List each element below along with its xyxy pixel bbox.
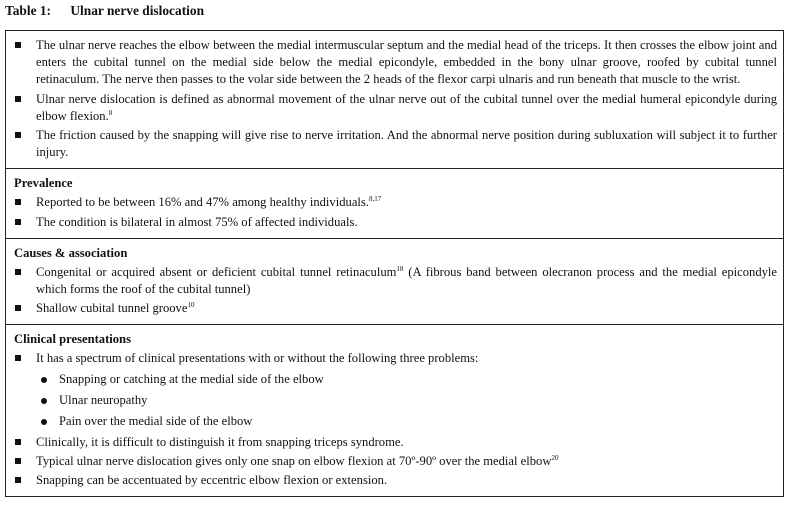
bullet-item <box>6 127 783 161</box>
bullet-item <box>6 350 783 367</box>
square-bullet-icon <box>15 305 21 311</box>
sub-item-text: Ulnar neuropathy <box>59 392 148 407</box>
table-number: Table 1: <box>5 3 52 18</box>
square-bullet-icon <box>15 439 21 445</box>
sub-item-text: Pain over the medial side of the elbow <box>59 413 253 428</box>
square-bullet-icon <box>15 477 21 483</box>
reference-number: 18 <box>396 264 404 273</box>
sub-item-text: Snapping or catching at the medial side of the elbow <box>59 371 324 386</box>
square-bullet-icon <box>15 355 21 361</box>
sub-bullet-item <box>6 392 783 409</box>
square-bullet-icon <box>15 199 21 205</box>
reference-number: 8,17 <box>368 195 382 204</box>
bullet-item <box>6 264 783 298</box>
bullet-item <box>6 37 783 89</box>
item-text: It has a spectrum of clinical presentations with or without the following three problems: <box>36 351 479 366</box>
bullet-item <box>6 91 783 125</box>
sub-bullet-item <box>6 413 783 430</box>
round-bullet-icon <box>41 377 47 383</box>
square-bullet-icon <box>15 96 21 102</box>
item-text: The condition is bilateral in almost 75% of affected individuals. <box>36 214 358 229</box>
reference-number: 8 <box>108 108 113 117</box>
item-text: The ulnar nerve reaches the elbow between the medial intermuscular septum and the medial head of the triceps. It then crosses the elbow joint and enters the cubital tunnel on the medial side below the medial epicondyle, embedded in the bony ulnar groove, roofed by cubital tunnel retinaculum. The nerve then passes to the volar side between the 2 heads of the flexor carpi ulnaris and run beneath that muscle to the wrist. <box>36 38 777 87</box>
sub-bullet-item <box>6 371 783 388</box>
table-title: Ulnar nerve dislocation <box>70 3 205 18</box>
table-section <box>6 239 783 326</box>
square-bullet-icon <box>15 42 21 48</box>
bullet-item <box>6 472 783 489</box>
table-section <box>6 31 783 169</box>
item-text: Snapping can be accentuated by eccentric elbow flexion or extension. <box>36 473 388 488</box>
section-heading: Clinical presentations <box>14 332 131 347</box>
round-bullet-icon <box>41 398 47 404</box>
bullet-item <box>6 300 783 317</box>
square-bullet-icon <box>15 269 21 275</box>
item-text: Shallow cubital tunnel groove <box>36 301 188 316</box>
item-text: Reported to be between 16% and 47% among healthy individuals. <box>36 195 369 210</box>
square-bullet-icon <box>15 132 21 138</box>
item-text: Clinically, it is difficult to distinguish it from snapping triceps syndrome. <box>36 434 404 449</box>
table-caption <box>5 3 204 19</box>
round-bullet-icon <box>41 419 47 425</box>
bullet-item <box>6 194 783 211</box>
square-bullet-icon <box>15 219 21 225</box>
reference-number: 10 <box>187 301 195 310</box>
bullet-item <box>6 214 783 231</box>
square-bullet-icon <box>15 458 21 464</box>
item-text-continued: (A fibrous band between olecranon process and the medial epicondyle which forms the roof of the cubital tunnel) <box>36 264 778 297</box>
table-section <box>6 325 783 496</box>
ulnar-nerve-table <box>5 30 784 497</box>
item-text: Ulnar nerve dislocation is defined as abnormal movement of the ulnar nerve out of the cubital tunnel over the medial humeral epicondyle during elbow flexion. <box>36 91 777 123</box>
item-text: The friction caused by the snapping will give rise to nerve irritation. And the abnormal nerve position during subluxation will subject it to further injury. <box>36 128 777 160</box>
section-heading: Prevalence <box>14 176 73 191</box>
item-text: Congenital or acquired absent or deficient cubital tunnel retinaculum <box>36 264 397 279</box>
section-heading: Causes & association <box>14 245 128 260</box>
table-section <box>6 169 783 238</box>
bullet-item <box>6 453 783 470</box>
item-text: Typical ulnar nerve dislocation gives only one snap on elbow flexion at 70º-90º over the medial elbow <box>36 453 552 468</box>
bullet-item <box>6 434 783 451</box>
reference-number: 20 <box>551 453 559 462</box>
